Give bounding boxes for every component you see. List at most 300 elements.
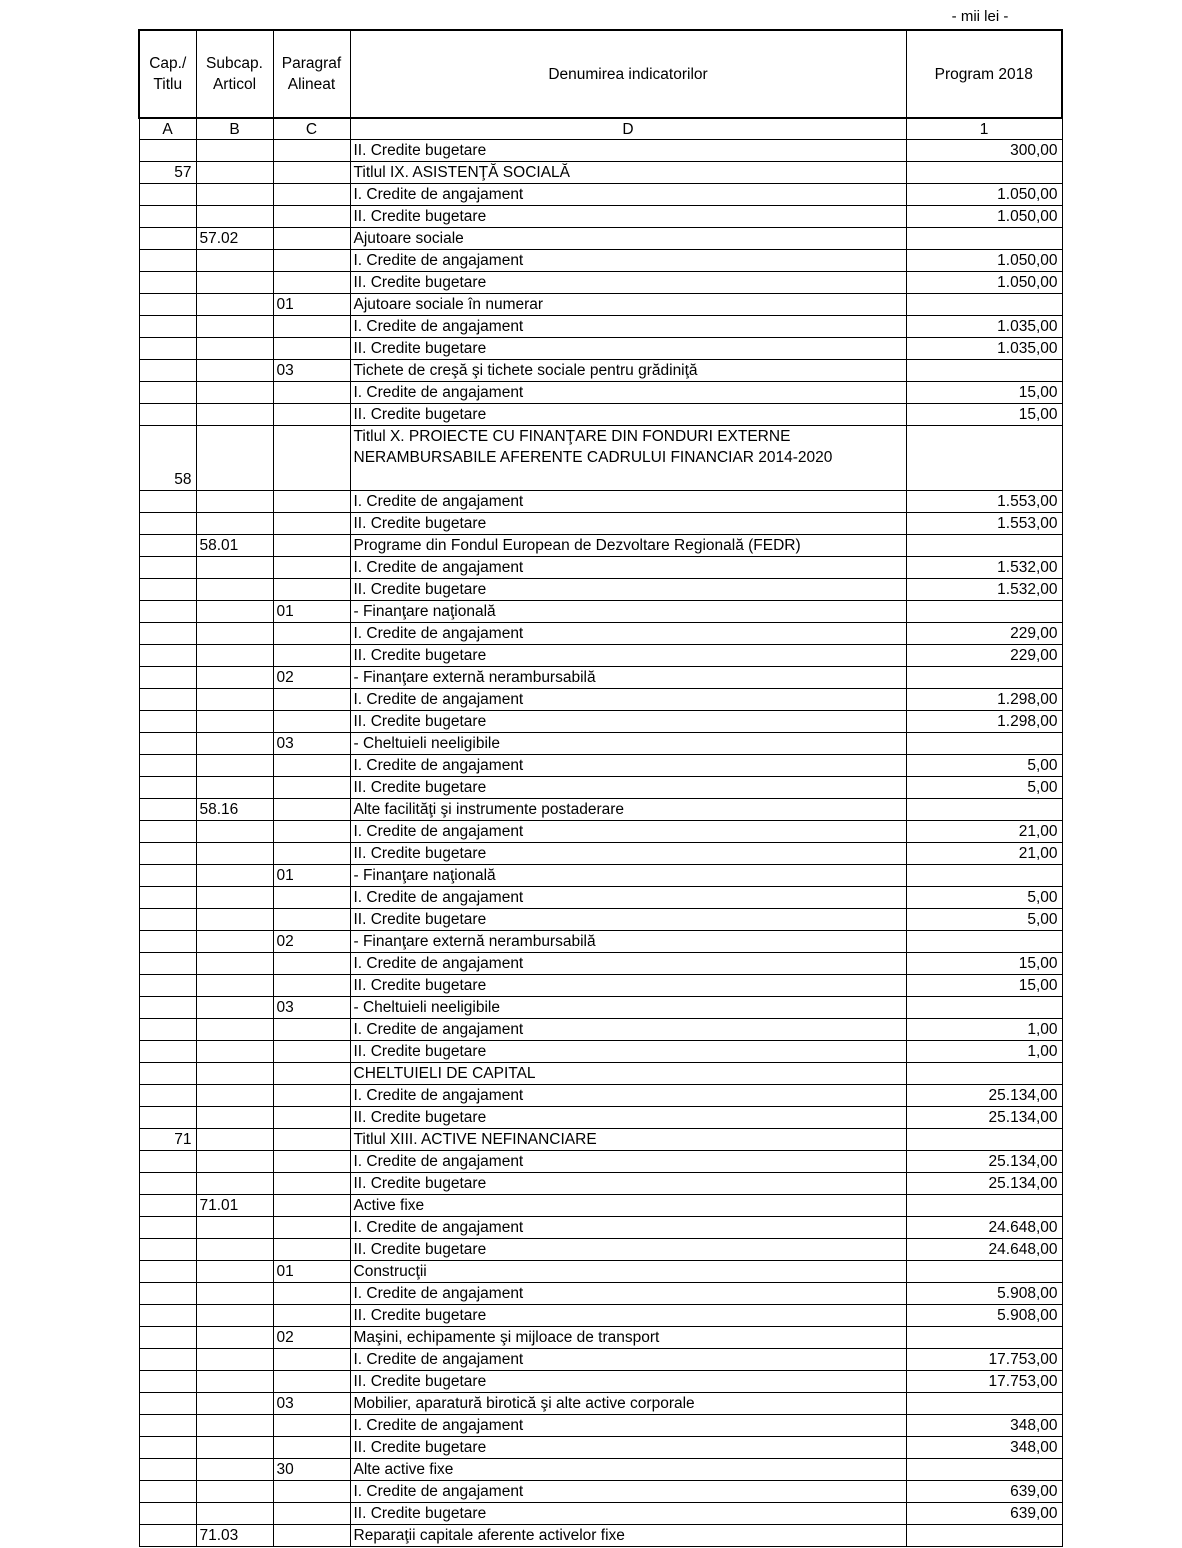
table-row bbox=[139, 382, 1062, 404]
cell-denumire: I. Credite de angajament bbox=[350, 1481, 906, 1503]
cell-paragraf bbox=[273, 799, 350, 821]
table-row bbox=[139, 953, 1062, 975]
cell-denumire: Alte active fixe bbox=[350, 1459, 906, 1481]
cell-subcap bbox=[196, 557, 273, 579]
cell-cap bbox=[139, 491, 196, 513]
header-row bbox=[139, 30, 1062, 118]
cell-paragraf bbox=[273, 1239, 350, 1261]
cell-denumire: I. Credite de angajament bbox=[350, 1283, 906, 1305]
cell-paragraf bbox=[273, 338, 350, 360]
cell-subcap bbox=[196, 931, 273, 953]
cell-subcap bbox=[196, 997, 273, 1019]
cell-cap bbox=[139, 513, 196, 535]
table-row bbox=[139, 1459, 1062, 1481]
table-row bbox=[139, 733, 1062, 755]
table-row bbox=[139, 1239, 1062, 1261]
table-row bbox=[139, 272, 1062, 294]
cell-cap bbox=[139, 579, 196, 601]
cell-cap bbox=[139, 821, 196, 843]
cell-cap bbox=[139, 953, 196, 975]
table-row bbox=[139, 1085, 1062, 1107]
cell-program bbox=[906, 294, 1062, 316]
cell-denumire: I. Credite de angajament bbox=[350, 557, 906, 579]
cell-cap bbox=[139, 1481, 196, 1503]
cell-program bbox=[906, 601, 1062, 623]
cell-denumire: - Cheltuieli neeligibile bbox=[350, 997, 906, 1019]
table-row bbox=[139, 1327, 1062, 1349]
cell-paragraf bbox=[273, 1283, 350, 1305]
table-row bbox=[139, 1371, 1062, 1393]
cell-paragraf bbox=[273, 711, 350, 733]
cell-program bbox=[906, 228, 1062, 250]
table-row bbox=[139, 1151, 1062, 1173]
cell-paragraf bbox=[273, 1305, 350, 1327]
cell-paragraf bbox=[273, 162, 350, 184]
cell-program: 15,00 bbox=[906, 382, 1062, 404]
cell-subcap bbox=[196, 1239, 273, 1261]
letter-a: A bbox=[139, 118, 196, 140]
cell-cap bbox=[139, 1327, 196, 1349]
table-row bbox=[139, 1063, 1062, 1085]
cell-denumire: Titlul XIII. ACTIVE NEFINANCIARE bbox=[350, 1129, 906, 1151]
cell-subcap bbox=[196, 338, 273, 360]
cell-denumire: - Finanţare naţională bbox=[350, 865, 906, 887]
cell-denumire: I. Credite de angajament bbox=[350, 887, 906, 909]
cell-cap: 57 bbox=[139, 162, 196, 184]
cell-denumire: I. Credite de angajament bbox=[350, 184, 906, 206]
cell-denumire: II. Credite bugetare bbox=[350, 338, 906, 360]
cell-denumire: I. Credite de angajament bbox=[350, 382, 906, 404]
cell-paragraf bbox=[273, 382, 350, 404]
cell-program bbox=[906, 162, 1062, 184]
cell-paragraf bbox=[273, 1371, 350, 1393]
cell-subcap bbox=[196, 162, 273, 184]
table-row bbox=[139, 777, 1062, 799]
table-row bbox=[139, 667, 1062, 689]
cell-paragraf bbox=[273, 689, 350, 711]
table-body bbox=[139, 140, 1062, 1547]
cell-paragraf bbox=[273, 1481, 350, 1503]
cell-paragraf: 01 bbox=[273, 865, 350, 887]
cell-denumire: II. Credite bugetare bbox=[350, 140, 906, 162]
table-row bbox=[139, 1261, 1062, 1283]
cell-subcap bbox=[196, 887, 273, 909]
cell-program: 5.908,00 bbox=[906, 1283, 1062, 1305]
cell-denumire: Ajutoare sociale bbox=[350, 228, 906, 250]
table-row bbox=[139, 799, 1062, 821]
unit-label: - mii lei - bbox=[951, 8, 1009, 25]
cell-subcap bbox=[196, 953, 273, 975]
cell-paragraf: 02 bbox=[273, 931, 350, 953]
cell-paragraf bbox=[273, 1437, 350, 1459]
cell-program: 5.908,00 bbox=[906, 1305, 1062, 1327]
table-row bbox=[139, 1129, 1062, 1151]
cell-subcap bbox=[196, 316, 273, 338]
cell-denumire: I. Credite de angajament bbox=[350, 491, 906, 513]
cell-cap bbox=[139, 1393, 196, 1415]
cell-subcap bbox=[196, 404, 273, 426]
cell-cap bbox=[139, 623, 196, 645]
cell-paragraf bbox=[273, 1019, 350, 1041]
cell-denumire: - Finanţare externă nerambursabilă bbox=[350, 931, 906, 953]
cell-program: 1.050,00 bbox=[906, 206, 1062, 228]
cell-denumire: Ajutoare sociale în numerar bbox=[350, 294, 906, 316]
cell-cap bbox=[139, 1503, 196, 1525]
cell-subcap bbox=[196, 1349, 273, 1371]
cell-program: 15,00 bbox=[906, 404, 1062, 426]
cell-paragraf bbox=[273, 1503, 350, 1525]
cell-denumire: I. Credite de angajament bbox=[350, 953, 906, 975]
cell-subcap bbox=[196, 272, 273, 294]
cell-denumire: I. Credite de angajament bbox=[350, 316, 906, 338]
cell-subcap bbox=[196, 1327, 273, 1349]
table-row bbox=[139, 1195, 1062, 1217]
cell-program bbox=[906, 535, 1062, 557]
table-row bbox=[139, 931, 1062, 953]
cell-paragraf bbox=[273, 623, 350, 645]
cell-program bbox=[906, 997, 1062, 1019]
cell-subcap bbox=[196, 975, 273, 997]
table-row bbox=[139, 162, 1062, 184]
table-row bbox=[139, 1393, 1062, 1415]
cell-program: 639,00 bbox=[906, 1503, 1062, 1525]
cell-paragraf bbox=[273, 1217, 350, 1239]
cell-subcap bbox=[196, 843, 273, 865]
cell-subcap bbox=[196, 755, 273, 777]
table-row bbox=[139, 755, 1062, 777]
table-row bbox=[139, 1481, 1062, 1503]
cell-program bbox=[906, 1459, 1062, 1481]
cell-program: 5,00 bbox=[906, 777, 1062, 799]
cell-program bbox=[906, 360, 1062, 382]
cell-denumire: Titlul IX. ASISTENŢĂ SOCIALĂ bbox=[350, 162, 906, 184]
cell-cap bbox=[139, 338, 196, 360]
cell-program bbox=[906, 1129, 1062, 1151]
cell-program: 1.050,00 bbox=[906, 250, 1062, 272]
cell-denumire: Titlul X. PROIECTE CU FINANŢARE DIN FONDURI EXTERNE NERAMBURSABILE AFERENTE CADRULUI FINANCIAR 2014-2020 bbox=[350, 426, 906, 491]
cell-program: 300,00 bbox=[906, 140, 1062, 162]
cell-denumire: Reparaţii capitale aferente activelor fixe bbox=[350, 1525, 906, 1547]
cell-cap bbox=[139, 1195, 196, 1217]
cell-program bbox=[906, 1261, 1062, 1283]
cell-subcap bbox=[196, 1371, 273, 1393]
cell-program bbox=[906, 426, 1062, 491]
cell-denumire: Active fixe bbox=[350, 1195, 906, 1217]
cell-denumire: I. Credite de angajament bbox=[350, 755, 906, 777]
cell-program: 25.134,00 bbox=[906, 1173, 1062, 1195]
cell-subcap bbox=[196, 426, 273, 491]
cell-program: 21,00 bbox=[906, 843, 1062, 865]
cell-cap bbox=[139, 799, 196, 821]
table-row bbox=[139, 513, 1062, 535]
header-program: Program 2018 bbox=[906, 30, 1062, 118]
cell-denumire: II. Credite bugetare bbox=[350, 909, 906, 931]
cell-program: 229,00 bbox=[906, 623, 1062, 645]
cell-denumire: II. Credite bugetare bbox=[350, 975, 906, 997]
cell-program: 1.298,00 bbox=[906, 689, 1062, 711]
cell-subcap bbox=[196, 623, 273, 645]
cell-paragraf bbox=[273, 228, 350, 250]
cell-paragraf bbox=[273, 1107, 350, 1129]
cell-cap bbox=[139, 865, 196, 887]
cell-subcap: 71.01 bbox=[196, 1195, 273, 1217]
cell-subcap bbox=[196, 1041, 273, 1063]
letter-c: C bbox=[273, 118, 350, 140]
table-row bbox=[139, 206, 1062, 228]
table-row bbox=[139, 843, 1062, 865]
cell-denumire: Alte facilităţi şi instrumente postaderare bbox=[350, 799, 906, 821]
cell-subcap bbox=[196, 711, 273, 733]
cell-subcap bbox=[196, 1261, 273, 1283]
table-row bbox=[139, 491, 1062, 513]
cell-cap bbox=[139, 733, 196, 755]
column-letters-row bbox=[139, 118, 1062, 140]
table-row bbox=[139, 184, 1062, 206]
cell-cap bbox=[139, 931, 196, 953]
table-row bbox=[139, 821, 1062, 843]
cell-subcap bbox=[196, 1019, 273, 1041]
cell-program bbox=[906, 733, 1062, 755]
cell-cap bbox=[139, 1437, 196, 1459]
cell-cap bbox=[139, 404, 196, 426]
cell-subcap bbox=[196, 1063, 273, 1085]
cell-cap: 71 bbox=[139, 1129, 196, 1151]
cell-program bbox=[906, 931, 1062, 953]
cell-denumire: II. Credite bugetare bbox=[350, 404, 906, 426]
table-row bbox=[139, 294, 1062, 316]
cell-subcap bbox=[196, 1503, 273, 1525]
cell-denumire: II. Credite bugetare bbox=[350, 711, 906, 733]
cell-denumire: I. Credite de angajament bbox=[350, 689, 906, 711]
cell-program: 24.648,00 bbox=[906, 1217, 1062, 1239]
cell-cap bbox=[139, 272, 196, 294]
cell-paragraf bbox=[273, 1173, 350, 1195]
cell-cap bbox=[139, 206, 196, 228]
cell-denumire: II. Credite bugetare bbox=[350, 1041, 906, 1063]
cell-program: 24.648,00 bbox=[906, 1239, 1062, 1261]
header-cap-titlu: Cap./ Titlu bbox=[139, 30, 196, 118]
cell-denumire: Maşini, echipamente şi mijloace de transport bbox=[350, 1327, 906, 1349]
cell-program: 21,00 bbox=[906, 821, 1062, 843]
cell-cap bbox=[139, 316, 196, 338]
cell-program bbox=[906, 1195, 1062, 1217]
cell-cap bbox=[139, 1459, 196, 1481]
cell-denumire: I. Credite de angajament bbox=[350, 1217, 906, 1239]
cell-subcap bbox=[196, 513, 273, 535]
cell-cap bbox=[139, 689, 196, 711]
letter-b: B bbox=[196, 118, 273, 140]
cell-paragraf bbox=[273, 1349, 350, 1371]
cell-cap bbox=[139, 1371, 196, 1393]
table-row bbox=[139, 909, 1062, 931]
table-row bbox=[139, 997, 1062, 1019]
cell-program bbox=[906, 667, 1062, 689]
cell-paragraf bbox=[273, 645, 350, 667]
cell-cap bbox=[139, 887, 196, 909]
cell-cap bbox=[139, 557, 196, 579]
cell-paragraf bbox=[273, 1525, 350, 1547]
cell-paragraf bbox=[273, 887, 350, 909]
cell-cap bbox=[139, 382, 196, 404]
cell-subcap bbox=[196, 140, 273, 162]
cell-cap bbox=[139, 250, 196, 272]
cell-program bbox=[906, 1327, 1062, 1349]
cell-program: 17.753,00 bbox=[906, 1349, 1062, 1371]
cell-denumire: Tichete de creşă şi tichete sociale pentru grădiniţă bbox=[350, 360, 906, 382]
table-row bbox=[139, 865, 1062, 887]
cell-paragraf bbox=[273, 426, 350, 491]
cell-program: 15,00 bbox=[906, 975, 1062, 997]
cell-program bbox=[906, 1525, 1062, 1547]
cell-program: 1.050,00 bbox=[906, 272, 1062, 294]
cell-denumire: II. Credite bugetare bbox=[350, 1371, 906, 1393]
cell-paragraf bbox=[273, 491, 350, 513]
cell-paragraf bbox=[273, 206, 350, 228]
table-row bbox=[139, 360, 1062, 382]
cell-denumire: II. Credite bugetare bbox=[350, 1107, 906, 1129]
cell-paragraf bbox=[273, 535, 350, 557]
cell-paragraf bbox=[273, 1129, 350, 1151]
cell-denumire: II. Credite bugetare bbox=[350, 843, 906, 865]
cell-paragraf bbox=[273, 843, 350, 865]
cell-subcap bbox=[196, 601, 273, 623]
table-row bbox=[139, 601, 1062, 623]
cell-denumire: Programe din Fondul European de Dezvoltare Regională (FEDR) bbox=[350, 535, 906, 557]
cell-cap bbox=[139, 184, 196, 206]
cell-denumire: Mobilier, aparatură birotică şi alte active corporale bbox=[350, 1393, 906, 1415]
cell-paragraf bbox=[273, 579, 350, 601]
cell-subcap bbox=[196, 1085, 273, 1107]
cell-paragraf bbox=[273, 404, 350, 426]
cell-cap bbox=[139, 1239, 196, 1261]
table-row bbox=[139, 711, 1062, 733]
table-row bbox=[139, 1305, 1062, 1327]
cell-cap bbox=[139, 1041, 196, 1063]
cell-paragraf: 01 bbox=[273, 294, 350, 316]
cell-paragraf: 01 bbox=[273, 1261, 350, 1283]
cell-subcap bbox=[196, 1217, 273, 1239]
cell-cap bbox=[139, 755, 196, 777]
cell-subcap bbox=[196, 689, 273, 711]
table-row bbox=[139, 316, 1062, 338]
cell-paragraf bbox=[273, 1415, 350, 1437]
cell-subcap bbox=[196, 1393, 273, 1415]
cell-cap bbox=[139, 843, 196, 865]
cell-subcap bbox=[196, 733, 273, 755]
cell-denumire: I. Credite de angajament bbox=[350, 1019, 906, 1041]
cell-subcap: 71.03 bbox=[196, 1525, 273, 1547]
cell-program: 1.035,00 bbox=[906, 316, 1062, 338]
cell-subcap bbox=[196, 184, 273, 206]
cell-program: 1,00 bbox=[906, 1019, 1062, 1041]
cell-program: 229,00 bbox=[906, 645, 1062, 667]
cell-cap bbox=[139, 1217, 196, 1239]
cell-paragraf bbox=[273, 1041, 350, 1063]
cell-cap bbox=[139, 601, 196, 623]
cell-program: 348,00 bbox=[906, 1437, 1062, 1459]
cell-program: 25.134,00 bbox=[906, 1151, 1062, 1173]
table-row bbox=[139, 579, 1062, 601]
table-row bbox=[139, 1107, 1062, 1129]
cell-subcap: 58.16 bbox=[196, 799, 273, 821]
cell-denumire: I. Credite de angajament bbox=[350, 1085, 906, 1107]
cell-subcap bbox=[196, 1305, 273, 1327]
table-row bbox=[139, 426, 1062, 491]
cell-subcap bbox=[196, 250, 273, 272]
cell-cap bbox=[139, 1019, 196, 1041]
header-paragraf-alineat: Paragraf Alineat bbox=[273, 30, 350, 118]
cell-subcap bbox=[196, 382, 273, 404]
cell-cap bbox=[139, 997, 196, 1019]
cell-denumire: I. Credite de angajament bbox=[350, 1349, 906, 1371]
table-row bbox=[139, 1217, 1062, 1239]
cell-denumire: II. Credite bugetare bbox=[350, 1503, 906, 1525]
cell-paragraf: 03 bbox=[273, 997, 350, 1019]
cell-subcap bbox=[196, 1283, 273, 1305]
cell-subcap bbox=[196, 777, 273, 799]
cell-program: 1,00 bbox=[906, 1041, 1062, 1063]
letter-e: 1 bbox=[906, 118, 1062, 140]
cell-denumire: II. Credite bugetare bbox=[350, 206, 906, 228]
cell-denumire: II. Credite bugetare bbox=[350, 777, 906, 799]
cell-cap bbox=[139, 1085, 196, 1107]
cell-cap bbox=[139, 1261, 196, 1283]
table-row bbox=[139, 1437, 1062, 1459]
cell-subcap: 57.02 bbox=[196, 228, 273, 250]
cell-subcap bbox=[196, 491, 273, 513]
cell-denumire: I. Credite de angajament bbox=[350, 623, 906, 645]
cell-denumire: II. Credite bugetare bbox=[350, 1173, 906, 1195]
table-row bbox=[139, 250, 1062, 272]
cell-cap bbox=[139, 1107, 196, 1129]
header-denumirea: Denumirea indicatorilor bbox=[350, 30, 906, 118]
cell-paragraf: 02 bbox=[273, 667, 350, 689]
cell-cap bbox=[139, 909, 196, 931]
cell-cap bbox=[139, 535, 196, 557]
cell-cap bbox=[139, 1173, 196, 1195]
cell-program: 639,00 bbox=[906, 1481, 1062, 1503]
cell-paragraf bbox=[273, 250, 350, 272]
cell-cap bbox=[139, 140, 196, 162]
cell-subcap bbox=[196, 1481, 273, 1503]
cell-denumire: II. Credite bugetare bbox=[350, 579, 906, 601]
cell-cap bbox=[139, 667, 196, 689]
cell-denumire: - Finanţare naţională bbox=[350, 601, 906, 623]
table-row bbox=[139, 404, 1062, 426]
cell-paragraf: 02 bbox=[273, 1327, 350, 1349]
cell-program: 1.532,00 bbox=[906, 557, 1062, 579]
cell-subcap bbox=[196, 821, 273, 843]
budget-table bbox=[138, 29, 1063, 1547]
cell-subcap bbox=[196, 865, 273, 887]
cell-cap bbox=[139, 1151, 196, 1173]
table-row bbox=[139, 1283, 1062, 1305]
cell-paragraf bbox=[273, 557, 350, 579]
cell-paragraf bbox=[273, 755, 350, 777]
table-row bbox=[139, 1525, 1062, 1547]
cell-program bbox=[906, 865, 1062, 887]
cell-paragraf bbox=[273, 513, 350, 535]
cell-denumire: II. Credite bugetare bbox=[350, 1239, 906, 1261]
cell-cap bbox=[139, 777, 196, 799]
cell-cap bbox=[139, 645, 196, 667]
cell-paragraf: 01 bbox=[273, 601, 350, 623]
cell-subcap bbox=[196, 1151, 273, 1173]
cell-denumire: II. Credite bugetare bbox=[350, 513, 906, 535]
cell-program: 17.753,00 bbox=[906, 1371, 1062, 1393]
table-row bbox=[139, 689, 1062, 711]
cell-denumire: I. Credite de angajament bbox=[350, 1151, 906, 1173]
